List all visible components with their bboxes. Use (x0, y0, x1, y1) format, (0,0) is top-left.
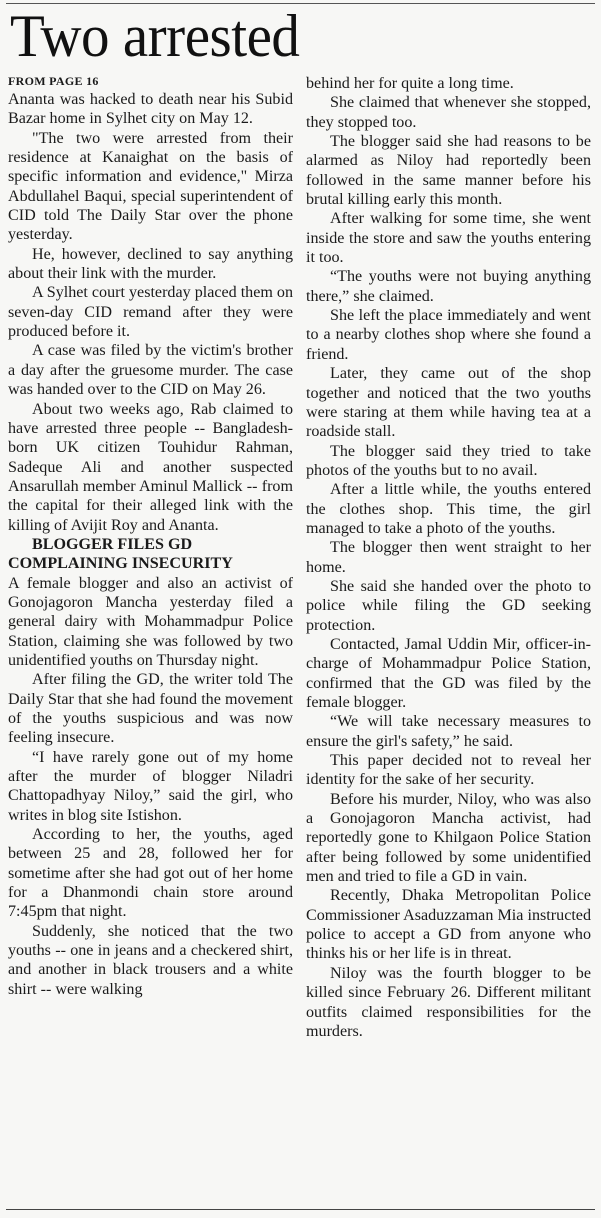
paragraph: “We will take necessary measures to ensure the girl's safety,” he said. (306, 713, 591, 750)
paragraph: She said she handed over the photo to police while filing the GD seeking protection. (306, 577, 591, 634)
subheading: BLOGGER FILES GD COMPLAINING INSECURITY (8, 535, 233, 573)
article-column-left (8, 74, 293, 999)
paragraph: "The two were arrested from their residence at Kanaighat on the basis of specific information and evidence," Mirza Abdullahel Baqui, special superintendent of CID told The Daily Star over the phone yesterday. (8, 129, 293, 244)
paragraph: Recently, Dhaka Metropolitan Police Commissioner Asaduzzaman Mia instructed police to accept a GD from anyone who thinks his or her life is in threat. (306, 887, 591, 963)
paragraph: A female blogger and also an activist of Gonojagoron Mancha yesterday filed a general dairy with Mohammadpur Police Station, claiming she was followed by two unidentified youths on Thursday night. (8, 574, 293, 669)
jump-line: FROM PAGE 16 (8, 74, 99, 88)
paragraph: Contacted, Jamal Uddin Mir, officer-in-charge of Mohammadpur Police Station, confirmed that the GD was filed by the female blogger. (306, 635, 591, 711)
paragraph: Later, they came out of the shop together and noticed that the two youths were staring at them while having tea at a roadside stall. (306, 365, 591, 441)
paragraph: After filing the GD, the writer told The Daily Star that she had found the movement of the youths suspicious and was now feeling insecure. (8, 671, 293, 747)
paragraph: This paper decided not to reveal her identity for the sake of her security. (306, 752, 591, 789)
paragraph: The blogger said she had reasons to be alarmed as Niloy had reportedly been followed in the same manner before his brutal killing early this month. (306, 133, 591, 209)
paragraph: behind her for quite a long time. (306, 75, 514, 92)
paragraph: Niloy was the fourth blogger to be killed since February 26. Different militant outfits claimed responsibilities for the murders. (306, 964, 591, 1040)
paragraph: About two weeks ago, Rab claimed to have arrested three people -- Bangladesh-born UK citizen Touhidur Rahman, Sadeque Ali and another suspected Ansarullah member Aminul Mallick -- from the capital for their alleged link with the killing of Avijit Roy and Ananta. (8, 400, 293, 534)
paragraph: He, however, declined to say anything about their link with the murder. (8, 245, 293, 283)
paragraph: The blogger then went straight to her home. (306, 539, 591, 576)
paragraph: “I have rarely gone out of my home after the murder of blogger Niladri Chattopadhyay Niloy,” said the girl, who writes in blog site Istishon. (8, 748, 293, 824)
paragraph: The blogger said they tried to take photos of the youths but to no avail. (306, 442, 591, 479)
bottom-rule (6, 1209, 595, 1210)
paragraph: Suddenly, she noticed that the two youths -- one in jeans and a checkered shirt, and another in black trousers and a white shirt -- were walking (8, 922, 293, 998)
paragraph: Before his murder, Niloy, who was also a Gonojagoron Mancha activist, had reportedly gone to Khilgaon Police Station after being followed by some unidentified men and tried to file a GD in vain. (306, 790, 591, 886)
paragraph: A case was filed by the victim's brother a day after the gruesome murder. The case was handed over to the CID on May 26. (8, 342, 293, 399)
paragraph: She left the place immediately and went to a nearby clothes shop where she found a friend. (306, 307, 591, 363)
paragraph: She claimed that whenever she stopped, they stopped too. (306, 94, 591, 131)
article-column-right (306, 74, 591, 1041)
paragraph: A Sylhet court yesterday placed them on seven-day CID remand after they were produced before it. (8, 284, 294, 341)
paragraph: According to her, the youths, aged between 25 and 28, followed her for sometime after she had got out of her home for a Dhanmondi chain store around 7:45pm that night. (8, 826, 293, 921)
headline: Two arrested (10, 3, 300, 69)
paragraph: Ananta was hacked to death near his Subid Bazar home in Sylhet city on May 12. (8, 91, 293, 128)
paragraph: After a little while, the youths entered the clothes shop. This time, the girl managed to take a photo of the youths. (306, 481, 591, 537)
paragraph: “The youths were not buying anything there,” she claimed. (306, 268, 591, 305)
paragraph: After walking for some time, she went inside the store and saw the youths entering it too. (306, 210, 591, 267)
